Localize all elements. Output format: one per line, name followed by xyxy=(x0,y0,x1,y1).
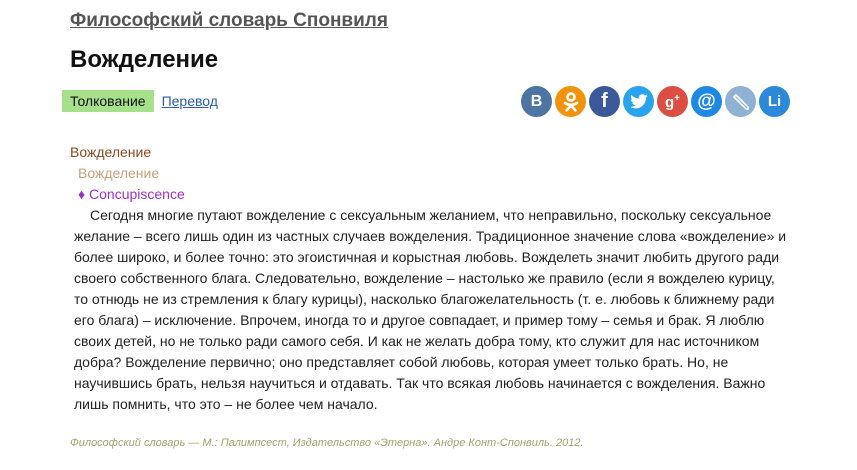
google-plus-icon: g+ xyxy=(664,92,680,111)
share-mail-button[interactable] xyxy=(691,86,722,117)
share-liveinternet-button[interactable] xyxy=(759,86,790,117)
share-twitter-button[interactable] xyxy=(623,86,654,117)
tab-bar xyxy=(62,90,218,112)
odnoklassniki-icon xyxy=(562,92,580,112)
facebook-icon: f xyxy=(601,90,608,112)
liveinternet-icon: Li xyxy=(767,93,782,110)
source-citation: Философский словарь — М.: Палимпсест, Издательство «Этерна». Андре Конт-Спонвиль. 2012. xyxy=(70,437,584,449)
livejournal-icon xyxy=(732,93,750,111)
dictionary-title-link[interactable]: Философский словарь Спонвиля xyxy=(70,10,388,31)
entry-translation: ♦ Concupiscence xyxy=(78,186,185,202)
share-vk-button[interactable] xyxy=(521,86,552,117)
vk-icon: В xyxy=(530,92,543,110)
entry-sub-headword: Вожделение xyxy=(78,165,160,181)
tab-translation[interactable]: Перевод xyxy=(161,93,218,109)
tab-interpretation[interactable]: Толкование xyxy=(62,90,154,112)
entry-content xyxy=(70,142,790,415)
share-livejournal-button[interactable] xyxy=(725,86,756,117)
entry-text: Сегодня многие путают вожделение с сексуальным желанием, что неправильно, поскольку сексуальное желание – всего лишь один из частных случаев вожделения. Традиционное значение слова «вожделение» и более широко, и более точно: это эгоистичная и корыстная любовь. Вожделеть значит любить другого ради своего собственного блага. Следовательно, вожделение – настолько же правило (если я вожделею курицу, то отнюдь не из стремления к благу курицы), насколько благожелательность (т. е. любовь к ближнему ради его блага) – исключение. Впрочем, иногда то и другое совпадает, и пример тому – семья и брак. Я люблю своих детей, но не только ради самого себя. И как не желать добра тому, кто служит для нас источником добра? Вожделение первично; оно представляет собой любовь, которая умеет только брать. Но, не научившись брать, нельзя научиться и отдавать. Так что всякая любовь начинается с вожделения. Важно лишь помнить, что это – не более чем начало. xyxy=(74,207,787,412)
share-buttons xyxy=(521,86,793,117)
share-odnoklassniki-button[interactable] xyxy=(555,86,586,117)
share-google-plus-button[interactable] xyxy=(657,86,688,117)
entry-headword: Вожделение xyxy=(70,144,152,160)
page-title: Вожделение xyxy=(70,46,219,73)
mail-icon: @ xyxy=(697,90,716,112)
share-facebook-button[interactable] xyxy=(589,86,620,117)
twitter-icon xyxy=(629,94,649,110)
